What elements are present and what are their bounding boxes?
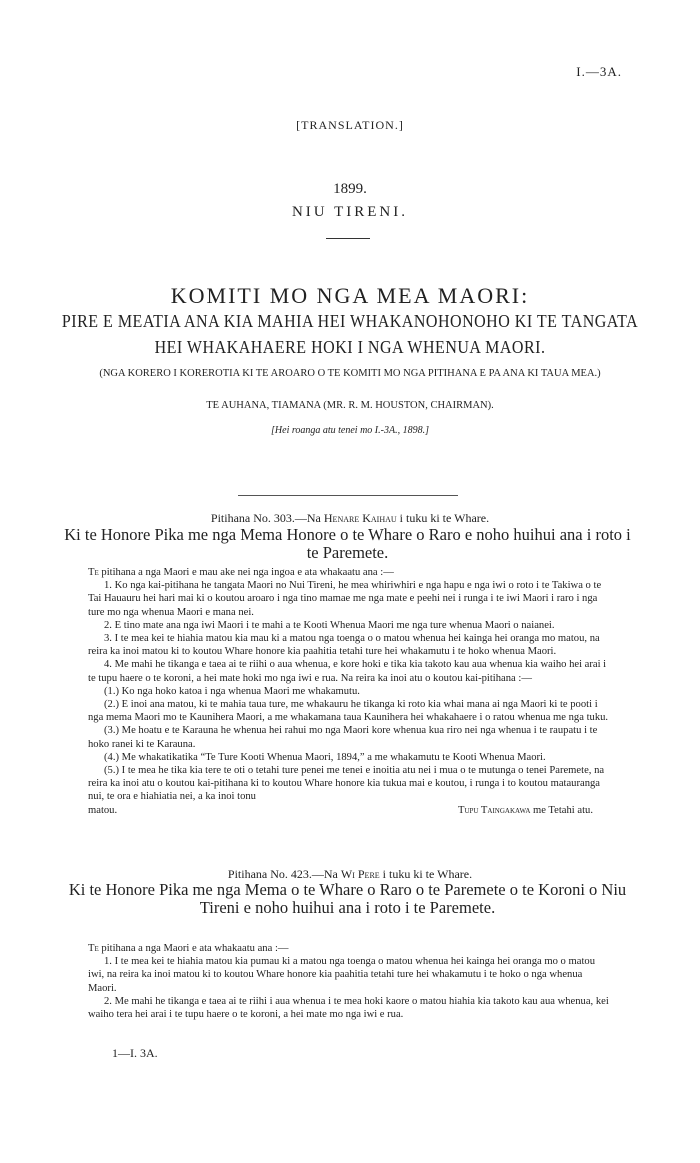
sub-paragraph: (2.) E inoi ana matou, ki te mahia taua ture, me whakauru he tikanga ki roto kia whai mana ai nga Maori ki te pooti i nga mema Maori mo te Kaunihera Maori, a me whakamana taua Kaunihera hei whakahaere i o ratou whenua me nga tuku. bbox=[88, 699, 609, 724]
petition-1-addressee: Ki te Honore Pika me nga Mema Honore o te Whare o Raro e noho huihui ana i roto i te Paremete. bbox=[64, 525, 631, 562]
sub-paragraph: (3.) Me hoatu e te Karauna he whenua hei rahui mo nga Maori kore whenua kua riro nei nga whenua i te raupatu i te hoko ranei ki te Karauna. bbox=[88, 725, 598, 750]
sub-paragraph: (4.) Me whakatikatika “Te Ture Kooti Whenua Maori, 1894,” a me whakamutu te Kooti Whenua Maori. bbox=[104, 751, 546, 763]
paragraph: 1. I te mea kei te hiahia matou kia pumau ki a matou nga toenga o matou whenua hei kainga hei oranga mo o matou iwi, na reira ka inoi matou ki to koutou Whare honore kia paahitia tetahi ture hei whakamutu i te hoko o nga whenua Maori. bbox=[88, 956, 595, 994]
petition-2-addressee: Ki te Honore Pika me nga Mema o te Whare o Raro o te Paremete o te Koroni o Niu Tireni e noho huihui ana i roto i te Paremete. bbox=[68, 880, 627, 917]
country: NIU TIRENI. bbox=[291, 204, 409, 220]
petition-2-body: Te pitihana a nga Maori e ata whakaatu ana :— 1. I te mea kei te hiahia matou kia pumau ki a matou nga toenga o matou whenua hei kainga hei oranga mo o matou iwi, na reira ka inoi matou ki to koutou Whare honore kia paahitia tetahi ture hei whakamutu i te hoko o nga whenua Maori. 2. Me mahi he tikanga e taea ai te riihi i aua whenua i te mea hoki kaore o matou hiahia kia takoto kau aua whenua, kei waiho tera hei arai i te tupu haere o te koroni, a hei mate mo nga iwi e rua. bbox=[88, 942, 613, 1021]
paragraph: 2. Me mahi he tikanga e taea ai te riihi i aua whenua i te mea hoki kaore o matou hiahia kia takoto kau aua whenua, kei waiho tera hei arai i te tupu haere o te koroni, a hei mate mo nga iwi e rua. bbox=[88, 995, 609, 1021]
paragraph: 4. Me mahi he tikanga e taea ai te riihi o aua whenua, e kore hoki e tika kia takoto kau aua whenua kia waiho hei arai i te tupu haere o te koroni, a hei mate hoki mo nga iwi e rua. Na reira ka inoi atu o koutou kai-pitihana :— bbox=[88, 659, 607, 684]
paragraph: 1. Ko nga kai-pitihana he tangata Maori no Nui Tireni, he mea whiriwhiri e nga hapu e nga iwi o roto i te Takiwa o te Tai Hauauru hei hari mai ki o koutou aroaro i nga tino mamae me nga mate e peehi nei i runga i te iwi Maori i raro i nga ture mo nga whenua Maori e mana nei. bbox=[88, 580, 602, 618]
committee-note: (NGA KORERO I KOREROTIA KI TE AROARO O TE KOMITI MO NGA PITIHANA E PA ANA KI TAUA MEA.) bbox=[99, 368, 601, 379]
year: 1899. bbox=[333, 181, 367, 197]
paragraph: 3. I te mea kei te hiahia matou kia mau ki a matou nga toenga o o matou whenua hei kainga hei oranga mo matou, na reira ka inoi matou ki to koutou Whare honore kia paahitia tetahi ture hei whakamutu i te hoko whenua Maori. bbox=[88, 633, 600, 658]
translation-label: [TRANSLATION.] bbox=[296, 118, 404, 132]
divider bbox=[326, 238, 370, 239]
sub-paragraph: (1.) Ko nga hoko katoa i nga whenua Maori me whakamutu. bbox=[104, 685, 360, 697]
page-footer-reference: 1—I. 3A. bbox=[112, 1046, 158, 1060]
petitioner-name: Henare Kaihau bbox=[323, 511, 397, 525]
sub-paragraph: (5.) I te mea he tika kia tere te oti o tetahi ture penei me tenei e inoitia atu nei i mua o te mutunga o tenei Paremete, na reira ka inoi atu o koutou kai-pitihana ki to koutou Whare honore kia tukua mai e koutou, i runga i to koutou matauranga nui, te ora e hiahiatia nei, a ka inoi tonu bbox=[88, 765, 605, 803]
petition-1-body: Te pitihana a nga Maori e mau ake nei nga ingoa e ata whakaatu ana :— 1. Ko nga kai-pitihana he tangata Maori no Nui Tireni, he mea whiriwhiri e nga hapu e nga iwi o roto i te Takiwa o te Tai Hauauru hei hari mai ki o koutou aroaro i nga tino mamae me nga mate e peehi nei i runga i te iwi Maori i raro i nga ture mo nga whenua Maori e mana nei. 2. E tino mate ana nga iwi Maori i te mahi a te Kooti Whenua Maori me nga ture whenua Maori o naianei. 3. I te mea kei te hiahia matou kia mau ki a matou nga toenga o o matou whenua hei kainga hei oranga mo matou, na reira ka inoi matou ki to koutou Whare honore kia paahitia tetahi ture hei whakamutu i te hoko whenua Maori. 4. Me mahi he tikanga e taea ai te riihi o aua whenua, e kore hoki e tika kia takoto kau aua whenua kia waiho hei arai i te tupu haere o te koroni, a hei mate hoki mo nga iwi e rua. Na reira ka inoi atu o koutou kai-pitihana :— (1.) Ko nga hoko katoa i nga whenua Maori me whakamutu. (2.) E inoi ana matou, ki te mahia taua ture, me whakauru he tikanga ki roto kia whai mana ai nga Maori ki te pooti i nga mema Maori mo te Kaunihera Maori, a me whakamana taua Kaunihera hei whakahaere i o ratou whenua me nga tuku. (3.) Me hoatu e te Karauna he whenua hei rahui mo nga Maori kore whenua kua riro nei nga whenua i te raupatu i te hoko ranei ki te Karauna. (4.) Me whakatikatika “Te Ture Kooti Whenua Maori, 1894,” a me whakamutu te Kooti Whenua Maori. (5.) I te mea he tika kia tere te oti o tetahi ture penei me tenei e inoitia atu nei i mua o te mutunga o tenei Paremete, na reira ka inoi atu o koutou kai-pitihana ki to koutou Whare honore kia tukua mai e koutou, i runga i to koutou matauranga nui, te ora e hiahiatia nei, a ka inoi tonu matou. Tupu Taingakawa me Tetahi atu. bbox=[88, 566, 613, 817]
continuation-note: [Hei roanga atu tenei mo I.-3A., 1898.] bbox=[271, 425, 429, 436]
bill-subtitle: PIRE E MEATIA ANA KIA MAHIA HEI WHAKANOHONOHO KI TE TANGATA HEI WHAKAHAERE HOKI I NGA WHENUA MAORI. bbox=[61, 312, 639, 358]
signature-line: matou. Tupu Taingakawa me Tetahi atu. bbox=[88, 804, 593, 816]
petitioner-name: Wi Pere bbox=[340, 867, 380, 881]
chairman-line: TE AUHANA, TIAMANA (MR. R. M. HOUSTON, CHAIRMAN). bbox=[206, 400, 494, 411]
signatory: Tupu Taingakawa bbox=[457, 804, 531, 816]
petition-1-heading: Pitihana No. 303.—Na Henare Kaihau i tuku ki te Whare. bbox=[210, 511, 490, 525]
page-title: KOMITI MO NGA MEA MAORI: bbox=[170, 283, 530, 308]
document-reference: I.—3A. bbox=[576, 64, 622, 79]
section-divider bbox=[238, 495, 458, 496]
paragraph: 2. E tino mate ana nga iwi Maori i te mahi a te Kooti Whenua Maori me nga ture whenua Maori o naianei. bbox=[104, 619, 555, 631]
petition-2-heading: Pitihana No. 423.—Na Wi Pere i tuku ki te Whare. bbox=[227, 867, 473, 881]
